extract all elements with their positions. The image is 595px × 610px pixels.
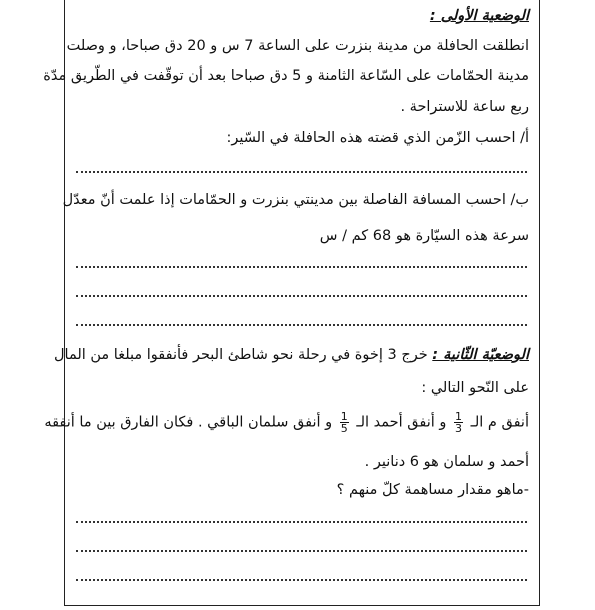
answer-line	[76, 294, 527, 297]
answer-line	[76, 549, 527, 552]
fraction-denominator: 5	[340, 422, 348, 435]
spending-part-a: أنفق م الـ	[470, 414, 529, 431]
answer-line	[76, 170, 527, 173]
section2-title-line	[53, 345, 529, 365]
fraction-numerator: 1	[340, 410, 348, 423]
answer-line	[76, 323, 527, 326]
question-b-line2: سرعة هذه السيّارة هو 68 كم / س	[319, 228, 529, 244]
section2-text-line1: خرج 3 إخوة في رحلة نحو شاطئ البحر فأنفقوا مبلغا من المال	[53, 347, 428, 363]
section2-text-line2: على النّحو التالي :	[421, 380, 529, 396]
section2-text-line3	[44, 410, 529, 435]
spending-part-b: و أنفق أحمد الـ	[356, 414, 447, 431]
answer-line	[76, 520, 527, 523]
fraction-numerator: 1	[455, 410, 462, 423]
section2-question: -ماهو مقدار مساهمة كلّ منهم ؟	[336, 482, 529, 498]
question-b-line1: ب/ احسب المسافة الفاصلة بين مدينتي بنزرت و الحمّامات إذا علمت أنّ معدّل	[62, 192, 529, 208]
section2-title: الوضعيّة الثّانية :	[432, 347, 529, 363]
section1-text-line2: مدينة الحمّامات على السّاعة الثامنة و 5 دق صباحا بعد أن توقّفت في الطّريق مدّة	[43, 68, 529, 84]
section1-text-line3: ربع ساعة للاستراحة .	[400, 99, 529, 115]
answer-line	[76, 578, 527, 581]
fraction-one-third	[454, 411, 463, 434]
spending-part-c: و أنفق سلمان الباقي . فكان الفارق بين ما أنفقه	[44, 414, 333, 431]
section1-title: الوضعية الأولى :	[429, 8, 529, 24]
question-a: أ/ احسب الزّمن الذي قضته هذه الحافلة في السّير:	[226, 130, 529, 146]
fraction-one-fifth	[340, 411, 349, 434]
section1-title-line	[74, 6, 529, 26]
section1-text-line1: انطلقت الحافلة من مدينة بنزرت على الساعة 7 س و 20 دق صباحا، و وصلت	[66, 38, 529, 54]
answer-line	[76, 265, 527, 268]
section2-text-line4: أحمد و سلمان هو 6 دنانير .	[364, 454, 529, 470]
page-border	[43, 0, 540, 606]
fraction-denominator: 3	[455, 422, 462, 435]
